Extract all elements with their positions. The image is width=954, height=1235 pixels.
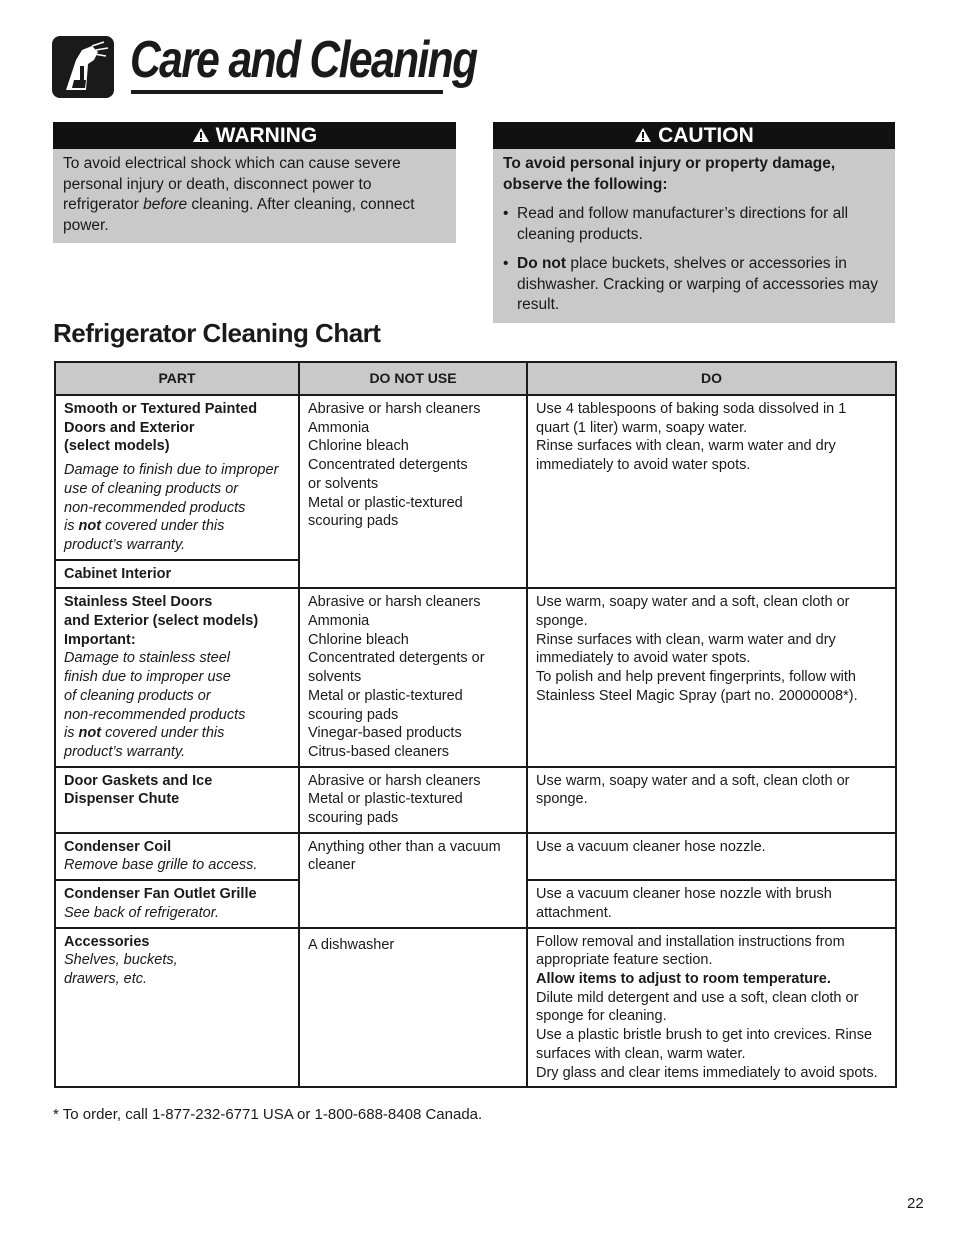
- part-title: Condenser Fan Outlet Grille: [64, 886, 257, 903]
- do-cell: [527, 588, 896, 766]
- part-note-text: covered under this: [101, 518, 225, 535]
- do-not-use-cell: [299, 833, 527, 928]
- part-title: Doors and Exterior: [64, 419, 195, 436]
- part-note-text: is: [64, 518, 79, 535]
- do-line-emphasis: Allow items to adjust to room temperature.: [536, 970, 831, 987]
- do-cell: [527, 395, 896, 588]
- table-row: [55, 928, 896, 1088]
- part-note-emphasis: not: [78, 725, 102, 742]
- table-row: [55, 833, 896, 880]
- do-cell: [527, 833, 896, 880]
- do-not-use-line: Metal or plastic-textured: [308, 494, 463, 511]
- warning-triangle-icon: [192, 124, 216, 147]
- table-header-row: [55, 362, 896, 395]
- do-line: Use a vacuum cleaner hose nozzle.: [536, 838, 766, 855]
- part-note: non-recommended products: [64, 499, 246, 516]
- caution-item-emphasis: Do not: [517, 255, 567, 272]
- spray-bottle-icon: [52, 36, 114, 98]
- do-line: Use a vacuum cleaner hose nozzle with brush: [536, 886, 832, 903]
- part-note: [64, 517, 290, 536]
- do-not-use-line: Chlorine bleach: [308, 631, 409, 648]
- do-line: Rinse surfaces with clean, warm water and dry: [536, 631, 836, 648]
- chart-heading: Refrigerator Cleaning Chart: [53, 318, 381, 348]
- table-row: [55, 767, 896, 833]
- table-row: [55, 588, 896, 766]
- part-note: Remove base grille to access.: [64, 857, 258, 874]
- part-title: Smooth or Textured Painted: [64, 401, 258, 417]
- do-not-use-line: Abrasive or harsh cleaners: [308, 401, 481, 417]
- part-cell: [55, 833, 299, 880]
- caution-header: [493, 122, 895, 149]
- part-cell: [55, 880, 299, 927]
- do-not-use-line: Concentrated detergents: [308, 457, 468, 474]
- do-cell: [527, 767, 896, 833]
- caution-list: [503, 204, 885, 316]
- do-not-use-line: scouring pads: [308, 810, 399, 827]
- warning-label: WARNING: [215, 124, 318, 147]
- caution-triangle-icon: [634, 124, 658, 147]
- do-not-use-line: Citrus-based cleaners: [308, 743, 450, 760]
- caution-item-text: place buckets, shelves or accessories in dishwasher. Cracking or warping of accessories may result.: [517, 255, 878, 313]
- table-row: [55, 395, 896, 560]
- part-title: Dispenser Chute: [64, 791, 180, 808]
- part-cell: [55, 588, 299, 766]
- part-title: (select models): [64, 438, 170, 455]
- do-not-use-line: Anything other than a vacuum: [308, 838, 501, 855]
- caution-label: CAUTION: [658, 124, 754, 147]
- do-line: sponge.: [536, 791, 588, 808]
- do-not-use-line: Concentrated detergents or: [308, 650, 485, 667]
- part-cell: [55, 928, 299, 1088]
- column-header-do-not-use: DO NOT USE: [299, 362, 527, 395]
- part-note: product’s warranty.: [64, 743, 186, 760]
- warning-text: [53, 149, 456, 244]
- do-not-use-line: Abrasive or harsh cleaners: [308, 594, 481, 611]
- part-note: non-recommended products: [64, 706, 246, 723]
- do-line: Follow removal and installation instructions from: [536, 933, 845, 950]
- do-not-use-cell: [299, 928, 527, 1088]
- part-note: finish due to improper use: [64, 669, 231, 686]
- part-note: drawers, etc.: [64, 970, 147, 987]
- do-cell: [527, 880, 896, 927]
- part-title: Stainless Steel Doors: [64, 594, 213, 611]
- caution-lead: To avoid personal injury or property damage, observe the following:: [503, 155, 836, 193]
- column-header-part: PART: [55, 362, 299, 395]
- caution-box: [493, 122, 895, 323]
- do-not-use-cell: [299, 395, 527, 588]
- do-not-use-cell: [299, 767, 527, 833]
- part-title: Accessories: [64, 933, 150, 950]
- do-line: To polish and help prevent fingerprints, follow with: [536, 669, 856, 686]
- column-header-do: DO: [527, 362, 896, 395]
- do-line: Use a plastic bristle brush to get into crevices. Rinse: [536, 1027, 873, 1044]
- part-note-text: covered under this: [101, 725, 225, 742]
- do-not-use-cell: [299, 588, 527, 766]
- part-note: Shelves, buckets,: [64, 952, 178, 969]
- do-line: Use 4 tablespoons of baking soda dissolved in 1: [536, 401, 847, 417]
- part-important: Important:: [64, 631, 136, 648]
- do-line: attachment.: [536, 904, 612, 921]
- do-not-use-line: Chlorine bleach: [308, 438, 409, 455]
- do-not-use-line: A dishwasher: [308, 936, 395, 953]
- do-line: quart (1 liter) warm, soapy water.: [536, 419, 748, 436]
- do-line: Use warm, soapy water and a soft, clean cloth or: [536, 594, 850, 611]
- do-not-use-line: scouring pads: [308, 513, 399, 530]
- part-note: of cleaning products or: [64, 687, 211, 704]
- part-note: Damage to stainless steel: [64, 650, 231, 667]
- do-line: immediately to avoid water spots.: [536, 457, 751, 474]
- do-line: Dilute mild detergent and use a soft, clean cloth or: [536, 989, 859, 1006]
- part-title: and Exterior (select models): [64, 613, 259, 630]
- do-not-use-line: scouring pads: [308, 706, 399, 723]
- do-not-use-line: Metal or plastic-textured: [308, 791, 463, 808]
- do-not-use-line: Abrasive or harsh cleaners: [308, 772, 481, 789]
- caution-item: • Read and follow manufacturer’s directions for all cleaning products.: [503, 204, 885, 245]
- part-note: Damage to finish due to improper: [64, 462, 279, 479]
- cleaning-chart-table: [54, 361, 897, 1088]
- do-line: Stainless Steel Magic Spray (part no. 20000008*).: [536, 687, 858, 704]
- do-not-use-line: cleaner: [308, 857, 356, 874]
- footnote: * To order, call 1-877-232-6771 USA or 1-800-688-8408 Canada.: [53, 1106, 483, 1123]
- warning-box: [53, 122, 456, 243]
- part-note: See back of refrigerator.: [64, 904, 220, 921]
- do-not-use-line: Ammonia: [308, 613, 370, 630]
- part-cell: [55, 560, 299, 589]
- do-not-use-line: Vinegar-based products: [308, 725, 462, 742]
- warning-text-part: To avoid electrical shock which can cause severe personal injury or death, disconnect power to refrigerator: [63, 155, 401, 213]
- do-line: sponge for cleaning.: [536, 1008, 667, 1025]
- part-note: [64, 724, 290, 743]
- part-cell: [55, 395, 299, 560]
- do-not-use-line: Metal or plastic-textured: [308, 687, 463, 704]
- part-title: Cabinet Interior: [64, 565, 172, 582]
- do-line: sponge.: [536, 613, 588, 630]
- do-line: Use warm, soapy water and a soft, clean cloth or: [536, 772, 850, 789]
- caution-item: [503, 254, 885, 316]
- part-note: use of cleaning products or: [64, 480, 239, 497]
- page-number: 22: [907, 1195, 924, 1212]
- part-title: Condenser Coil: [64, 838, 172, 855]
- part-note: product’s warranty.: [64, 536, 186, 553]
- do-not-use-line: solvents: [308, 669, 362, 686]
- warning-text-part: cleaning. After cleaning, connect power.: [63, 196, 415, 234]
- warning-text-emphasis: before: [143, 196, 188, 213]
- part-note-text: is: [64, 725, 79, 742]
- part-note-emphasis: not: [78, 518, 102, 535]
- do-line: Dry glass and clear items immediately to avoid spots.: [536, 1064, 878, 1081]
- part-cell: [55, 767, 299, 833]
- do-line: surfaces with clean, warm water.: [536, 1045, 746, 1062]
- do-cell: [527, 928, 896, 1088]
- page-title: Care and Cleaning: [130, 31, 477, 89]
- title-underline: [131, 90, 443, 94]
- do-not-use-line: or solvents: [308, 475, 379, 492]
- do-not-use-line: Ammonia: [308, 419, 370, 436]
- warning-header: [53, 122, 456, 149]
- part-title: Door Gaskets and Ice: [64, 772, 213, 789]
- do-line: Rinse surfaces with clean, warm water and dry: [536, 438, 836, 455]
- do-line: appropriate feature section.: [536, 952, 713, 969]
- do-line: immediately to avoid water spots.: [536, 650, 751, 667]
